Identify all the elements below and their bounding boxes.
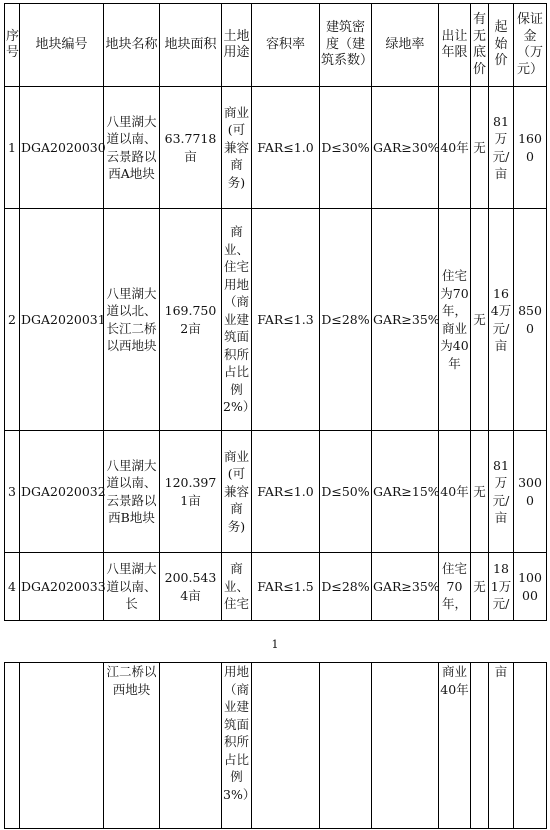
row-reserve-price: 无	[471, 209, 489, 431]
row-floor-area-ratio: FAR≤1.0	[252, 431, 320, 553]
header-floor-area-ratio: 容积率	[252, 4, 320, 87]
row-parcel-code: DGA2020030	[20, 87, 104, 209]
row-parcel-code: DGA2020033	[20, 553, 104, 621]
row-parcel-name: 八里湖大道以南、云景路以西A地块	[104, 87, 160, 209]
land-parcel-table-continuation	[4, 662, 547, 829]
cont-floor-area-ratio	[252, 663, 320, 829]
row-seq: 4	[5, 553, 20, 621]
row-lease-term: 40年	[439, 431, 471, 553]
row-parcel-code: DGA2020031	[20, 209, 104, 431]
cont-parcel-area	[160, 663, 222, 829]
row-green-ratio: GAR≥35%	[372, 553, 439, 621]
row-parcel-name: 八里湖大道以南、云景路以西B地块	[104, 431, 160, 553]
row-land-use: 商业、住宅用地（商业建筑面积所占比例2%）	[222, 209, 252, 431]
header-green-ratio: 绿地率	[372, 4, 439, 87]
table-row	[5, 87, 547, 209]
header-building-density: 建筑密度（建筑系数）	[320, 4, 372, 87]
land-parcel-table	[4, 3, 547, 621]
row-floor-area-ratio: FAR≤1.3	[252, 209, 320, 431]
row-deposit: 10000	[514, 553, 547, 621]
cont-green-ratio	[372, 663, 439, 829]
row-land-use: 商业(可兼容商务)	[222, 431, 252, 553]
row-starting-price: 81万元/亩	[489, 431, 514, 553]
row-parcel-name: 八里湖大道以北、长江二桥以西地块	[104, 209, 160, 431]
row-reserve-price: 无	[471, 553, 489, 621]
row-starting-price: 181万元/	[489, 553, 514, 621]
row-deposit: 1600	[514, 87, 547, 209]
header-deposit: 保证金（万元）	[514, 4, 547, 87]
header-seq: 序号	[5, 4, 20, 87]
header-land-use: 土地用途	[222, 4, 252, 87]
cont-land-use: 用地（商业建筑面积所占比例3%）	[222, 663, 252, 829]
cont-parcel-code	[20, 663, 104, 829]
header-parcel-area: 地块面积	[160, 4, 222, 87]
table-row	[5, 209, 547, 431]
cont-seq	[5, 663, 20, 829]
row-reserve-price: 无	[471, 87, 489, 209]
row-seq: 1	[5, 87, 20, 209]
row-floor-area-ratio: FAR≤1.5	[252, 553, 320, 621]
page-number: 1	[271, 638, 279, 651]
row-starting-price: 164万元/亩	[489, 209, 514, 431]
row-building-density: D≤50%	[320, 431, 372, 553]
cont-deposit	[514, 663, 547, 829]
table-row-continuation	[5, 663, 547, 829]
table-row	[5, 553, 547, 621]
row-parcel-code: DGA2020032	[20, 431, 104, 553]
cont-starting-price: 亩	[489, 663, 514, 829]
row-building-density: D≤28%	[320, 553, 372, 621]
row-parcel-area: 200.5434亩	[160, 553, 222, 621]
row-land-use: 商业(可兼容商务)	[222, 87, 252, 209]
row-parcel-area: 63.7718亩	[160, 87, 222, 209]
row-lease-term: 40年	[439, 87, 471, 209]
row-lease-term: 住宅为70年，商业为40年	[439, 209, 471, 431]
row-deposit: 8500	[514, 209, 547, 431]
cont-lease-term: 商业40年	[439, 663, 471, 829]
header-starting-price: 起始价	[489, 4, 514, 87]
row-lease-term: 住宅70年，	[439, 553, 471, 621]
table-row	[5, 431, 547, 553]
row-starting-price: 81万元/亩	[489, 87, 514, 209]
row-parcel-area: 120.3971亩	[160, 431, 222, 553]
cont-building-density	[320, 663, 372, 829]
cont-parcel-name: 江二桥以西地块	[104, 663, 160, 829]
header-reserve-price: 有无底价	[471, 4, 489, 87]
header-lease-term: 出让年限	[439, 4, 471, 87]
header-parcel-name: 地块名称	[104, 4, 160, 87]
cont-reserve-price	[471, 663, 489, 829]
row-land-use: 商业、住宅	[222, 553, 252, 621]
row-seq: 2	[5, 209, 20, 431]
row-green-ratio: GAR≥15%	[372, 431, 439, 553]
row-parcel-area: 169.7502亩	[160, 209, 222, 431]
row-building-density: D≤30%	[320, 87, 372, 209]
row-deposit: 3000	[514, 431, 547, 553]
row-green-ratio: GAR≥30%	[372, 87, 439, 209]
header-parcel-code: 地块编号	[20, 4, 104, 87]
row-reserve-price: 无	[471, 431, 489, 553]
row-seq: 3	[5, 431, 20, 553]
row-floor-area-ratio: FAR≤1.0	[252, 87, 320, 209]
row-building-density: D≤28%	[320, 209, 372, 431]
row-parcel-name: 八里湖大道以南、长	[104, 553, 160, 621]
row-green-ratio: GAR≥35%	[372, 209, 439, 431]
table-header-row	[5, 4, 547, 87]
